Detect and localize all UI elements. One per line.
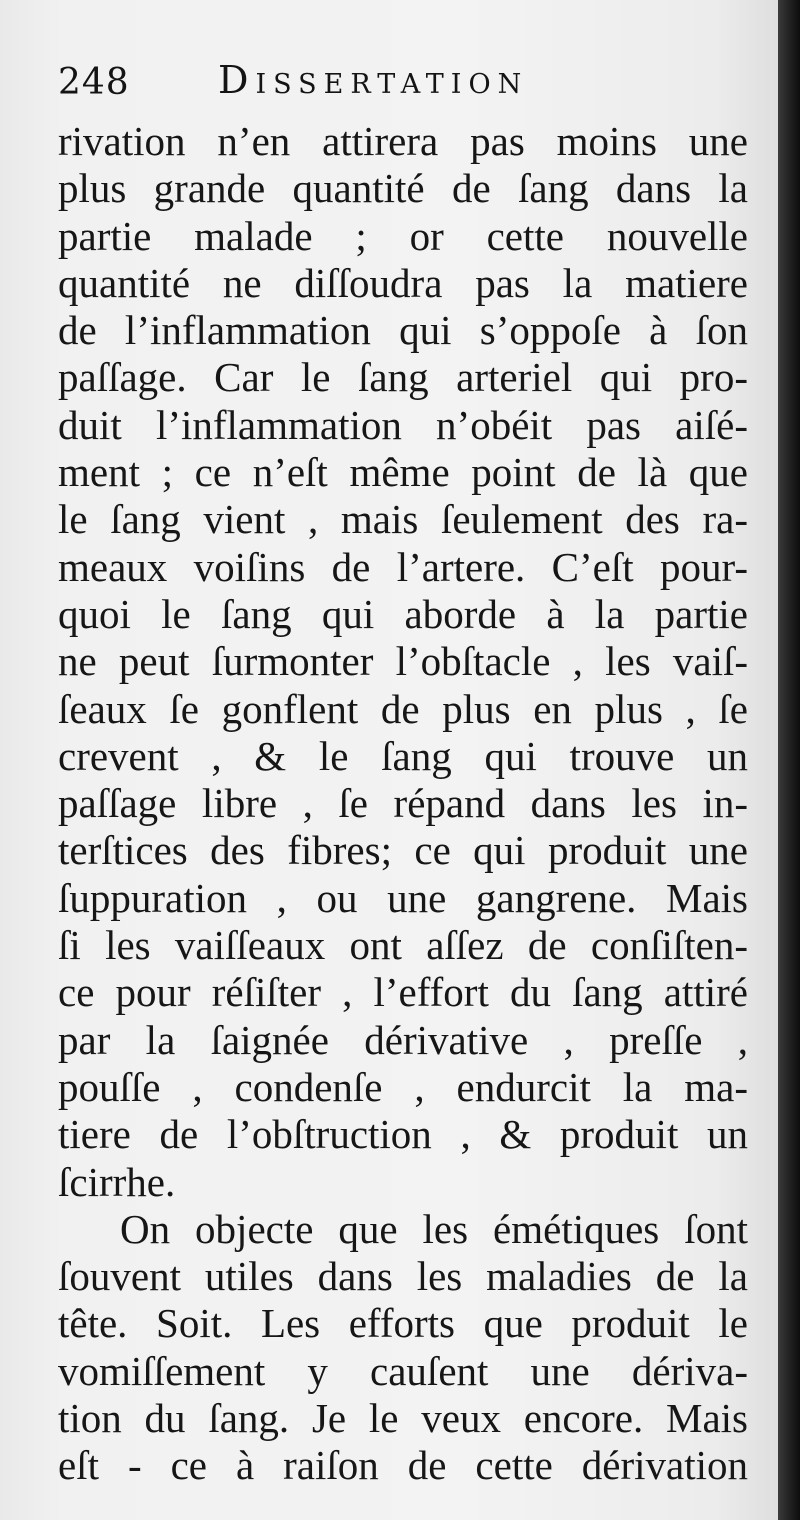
text-line: tion du ſang. Je le veux encore. Mais	[58, 1395, 748, 1442]
text-line: ment ; ce n’eſt même point de là que	[58, 449, 748, 496]
text-line: crevent , & le ſang qui trouve un	[58, 732, 748, 779]
text-line: pouſſe , condenſe , endurcit la ma-	[58, 1063, 748, 1110]
text-line: plus grande quantité de ſang dans la	[58, 165, 748, 212]
body-text	[58, 118, 748, 1490]
page-header	[58, 52, 738, 112]
text-line: meaux voiſins de l’artere. C’eſt pour-	[58, 543, 748, 590]
text-line: terſtices des fibres; ce qui produit une	[58, 827, 748, 874]
text-line: duit l’inflammation n’obéit pas aiſé-	[58, 401, 748, 448]
text-line: paſſage. Car le ſang arteriel qui pro-	[58, 354, 748, 401]
text-line: tête. Soit. Les efforts que produit le	[58, 1300, 748, 1347]
text-line: ſouvent utiles dans les maladies de la	[58, 1253, 748, 1300]
text-line: ſcirrhe.	[58, 1158, 176, 1205]
running-title: Dissertation	[218, 58, 529, 102]
text-line: ce pour réſiſter , l’effort du ſang attiré	[58, 969, 748, 1016]
page-edge-shadow	[778, 0, 800, 1520]
text-line: vomiſſement y cauſent une dériva-	[58, 1347, 748, 1394]
text-line: de l’inflammation qui s’oppoſe à ſon	[58, 307, 748, 354]
text-line: quoi le ſang qui aborde à la partie	[58, 590, 748, 637]
text-line: rivation n’en attirera pas moins une	[58, 118, 748, 164]
paragraph-start-line: On objecte que les émétiques ſont	[120, 1205, 748, 1252]
text-line: eſt - ce à raiſon de cette dérivation	[58, 1442, 748, 1489]
text-line: partie malade ; or cette nouvelle	[58, 212, 748, 259]
text-line: ne peut ſurmonter l’obſtacle , les vaiſ-	[58, 638, 748, 685]
text-line: ſeaux ſe gonflent de plus en plus , ſe	[58, 685, 748, 732]
text-line: paſſage libre , ſe répand dans les in-	[58, 780, 748, 827]
text-line: ſuppuration , ou une gangrene. Mais	[58, 874, 748, 921]
text-line: par la ſaignée dérivative , preſſe ,	[58, 1016, 748, 1063]
text-line: ſi les vaiſſeaux ont aſſez de conſiſten-	[58, 922, 748, 969]
text-line: le ſang vient , mais ſeulement des ra-	[58, 496, 748, 543]
page-number: 248	[58, 62, 130, 103]
text-line: quantité ne diſſoudra pas la matiere	[58, 259, 748, 306]
text-line: tiere de l’obſtruction , & produit un	[58, 1111, 748, 1158]
